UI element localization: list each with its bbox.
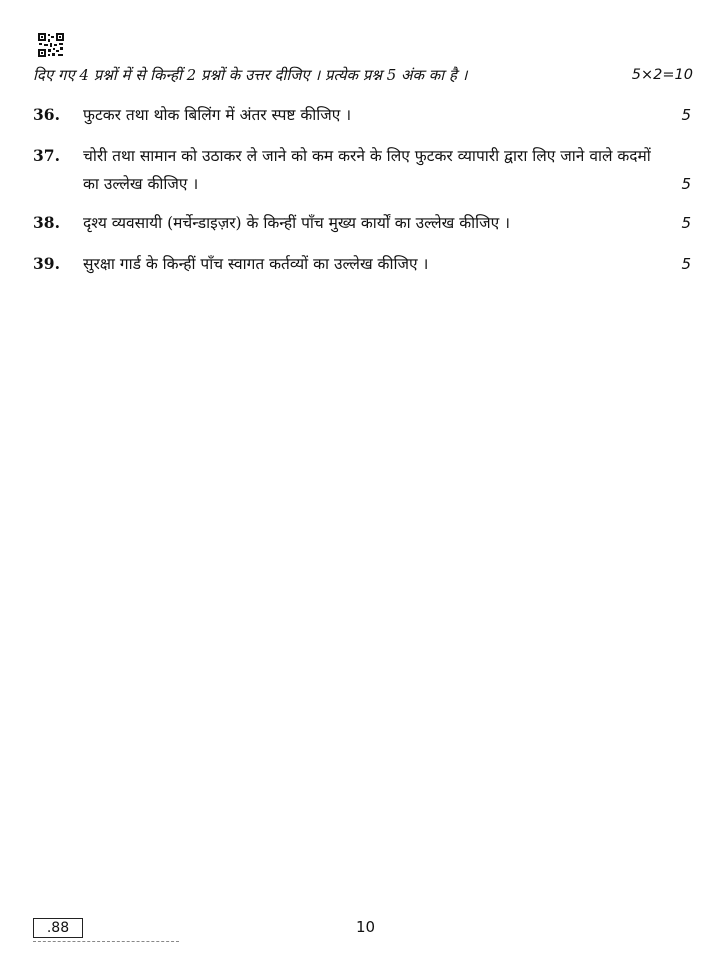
- question-number: 38.: [33, 213, 60, 232]
- question-marks: 5: [681, 175, 691, 193]
- question-number: 36.: [33, 105, 60, 124]
- question-marks: 5: [681, 106, 691, 124]
- question-text: चोरी तथा सामान को उठाकर ले जाने को कम करने के लिए फुटकर व्यापारी द्वारा लिए जाने वाले कदमों का उल्लेख कीजिए ।: [83, 147, 651, 193]
- question-number: 39.: [33, 254, 60, 273]
- question-38: [33, 209, 693, 237]
- code-underline: [33, 941, 179, 942]
- question-marks: 5: [681, 214, 691, 232]
- paper-code-box: .88: [33, 918, 83, 938]
- qr-code-icon: [38, 33, 64, 57]
- question-text: सुरक्षा गार्ड के किन्हीं पाँच स्वागत कर्तव्यों का उल्लेख कीजिए ।: [83, 255, 429, 273]
- section-marks: 5×2=10: [631, 67, 693, 83]
- question-text: दृश्य व्यवसायी (मर्चेन्डाइज़र) के किन्हीं पाँच मुख्य कार्यों का उल्लेख कीजिए ।: [83, 214, 511, 232]
- question-number: 37.: [33, 146, 60, 165]
- section-instructions: [33, 64, 693, 86]
- question-37: [33, 142, 693, 198]
- page-number: 10: [356, 918, 376, 936]
- question-text: फुटकर तथा थोक बिलिंग में अंतर स्पष्ट कीजिए ।: [83, 106, 352, 124]
- question-39: [33, 250, 693, 278]
- instructions-text: दिए गए 4 प्रश्नों में से किन्हीं 2 प्रश्नों के उत्तर दीजिए । प्रत्येक प्रश्न 5 अंक का है ।: [33, 66, 468, 84]
- question-marks: 5: [681, 255, 691, 273]
- question-36: [33, 101, 693, 129]
